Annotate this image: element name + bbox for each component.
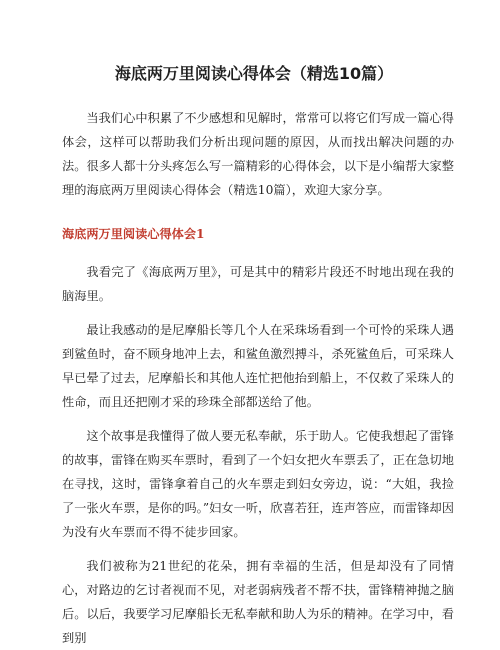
body-paragraph-3: 这个故事是我懂得了做人要无私奉献，乐于助人。它使我想起了雷锋的故事，雷锋在购买车票时，看到了一个妇女把火车票丢了，正在急切地在寻找，这时，雷锋拿着自己的火车票走到妇女旁边，说：“大姐，我捡了一张火车票，是你的吗。”妇女一听，欣喜若狂，连声答应，而雷锋却因为没有火车票而不得不徒步回家。 bbox=[62, 429, 454, 539]
body-paragraph-2: 最让我感动的是尼摩船长等几个人在采珠场看到一个可怜的采珠人遇到鲨鱼时，奋不顾身地冲上去，和鲨鱼激烈搏斗，杀死鲨鱼后，可采珠人早已晕了过去，尼摩船长和其他人连忙把他抬到船上，不仅救了采珠人的性命，而且还把刚才采的珍珠全部都送给了他。 bbox=[62, 323, 454, 409]
document-title: 海底两万里阅读心得体会（精选10篇） bbox=[114, 64, 394, 83]
body-paragraph-4: 我们被称为21世纪的花朵，拥有幸福的生活，但是却没有了同情心，对路边的乞讨者视而不见，对老弱病残者不帮不扶，雷锋精神抛之脑后。以后，我要学习尼摩船长无私奉献和助人为乐的精神。在学习中，看到别 bbox=[62, 559, 454, 645]
body-paragraph-1: 我看完了《海底两万里》，可是其中的精彩片段还不时地出现在我的脑海里。 bbox=[62, 265, 454, 303]
intro-paragraph: 当我们心中积累了不少感想和见解时，常常可以将它们写成一篇心得体会，这样可以帮助我们分析出现问题的原因，从而找出解决问题的办法。很多人都十分头疼怎么写一篇精彩的心得体会，以下是小编帮大家整理的海底两万里阅读心得体会（精选10篇），欢迎大家分享。 bbox=[62, 111, 454, 197]
section-heading: 海底两万里阅读心得体会1 bbox=[62, 227, 205, 241]
